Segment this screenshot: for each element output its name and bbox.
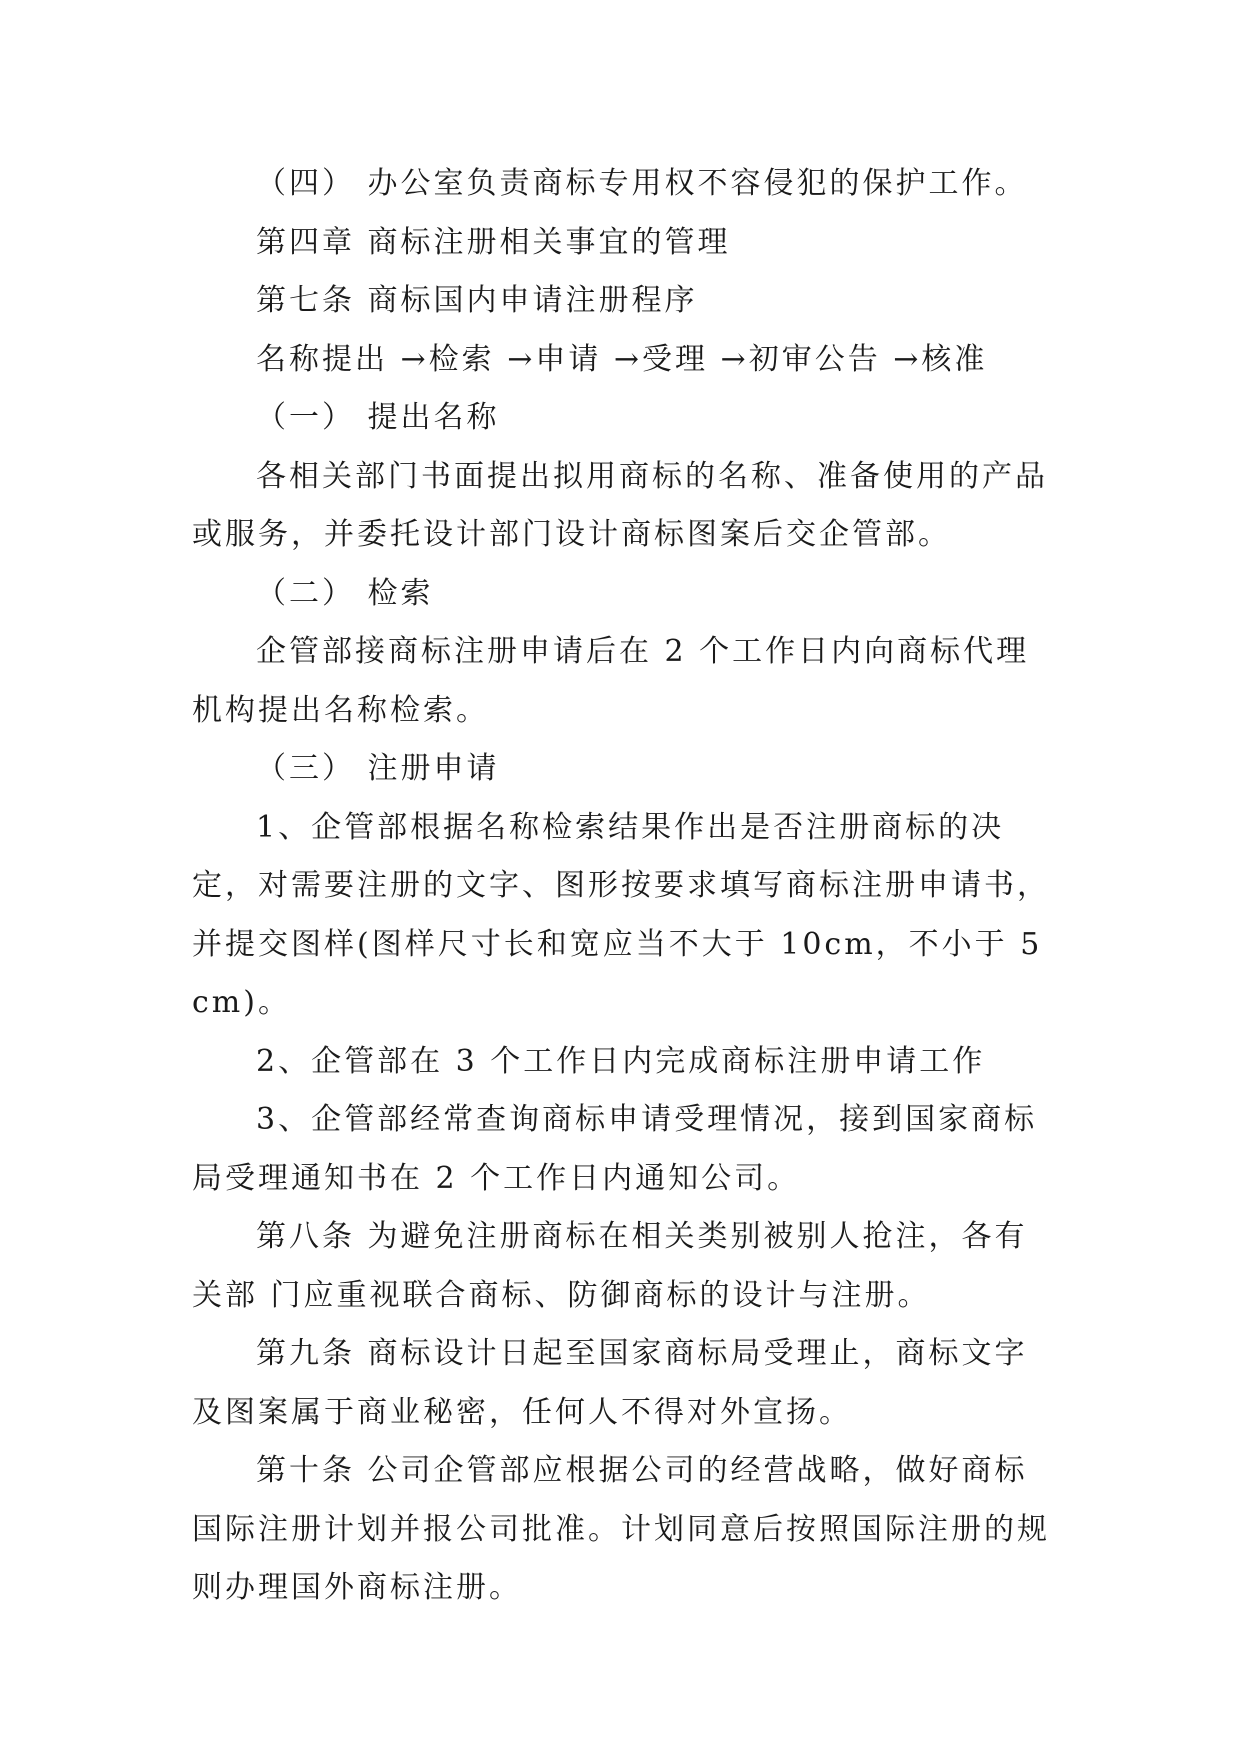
step-two-heading: （二） 检索 [256, 575, 434, 611]
step-three-heading: （三） 注册申请 [256, 751, 500, 786]
article-nine: 第九条 商标设计日起至国家商标局受理止，商标文字及图案属于商业秘密，任何人不得对外宣扬。 [192, 1336, 1028, 1430]
paragraph-section-four: （四） 办公室负责商标专用权不容侵犯的保护工作。 [256, 166, 1028, 201]
step-three-item-3: 3、企管部经常查询商标申请受理情况，接到国家商标局受理通知书在 2 个工作日内通知公司。 [192, 1102, 1038, 1196]
article-ten: 第十条 公司企管部应根据公司的经营战略，做好商标国际注册计划并报公司批准。计划同意后按照国际注册的规则办理国外商标注册。 [192, 1453, 1050, 1605]
article-seven-heading: 第七条 商标国内申请注册程序 [256, 283, 698, 318]
step-one-text: 各相关部门书面提出拟用商标的名称、准备使用的产品或服务，并委托设计部门设计商标图案后交企管部。 [192, 458, 1048, 552]
step-two-text: 企管部接商标注册申请后在 2 个工作日内向商标代理机构提出名称检索。 [192, 634, 1030, 728]
procedure-flow: 名称提出 →检索 →申请 →受理 →初审公告 →核准 [256, 341, 988, 377]
chapter-four-heading: 第四章 商标注册相关事宜的管理 [256, 224, 731, 260]
step-three-item-1: 1、企管部根据名称检索结果作出是否注册商标的决定，对需要注册的文字、图形按要求填写商标注册申请书，并提交图样(图样尺寸长和宽应当不大于 10cm，不小于 5cm)。 [192, 809, 1050, 1020]
article-eight: 第八条 为避免注册商标在相关类别被别人抢注，各有关部 门应重视联合商标、防御商标的设计与注册。 [192, 1219, 1028, 1313]
step-three-item-2: 2、企管部在 3 个工作日内完成商标注册申请工作 [256, 1043, 986, 1079]
step-one-heading: （一） 提出名称 [256, 400, 500, 435]
document-body [192, 155, 1052, 1618]
